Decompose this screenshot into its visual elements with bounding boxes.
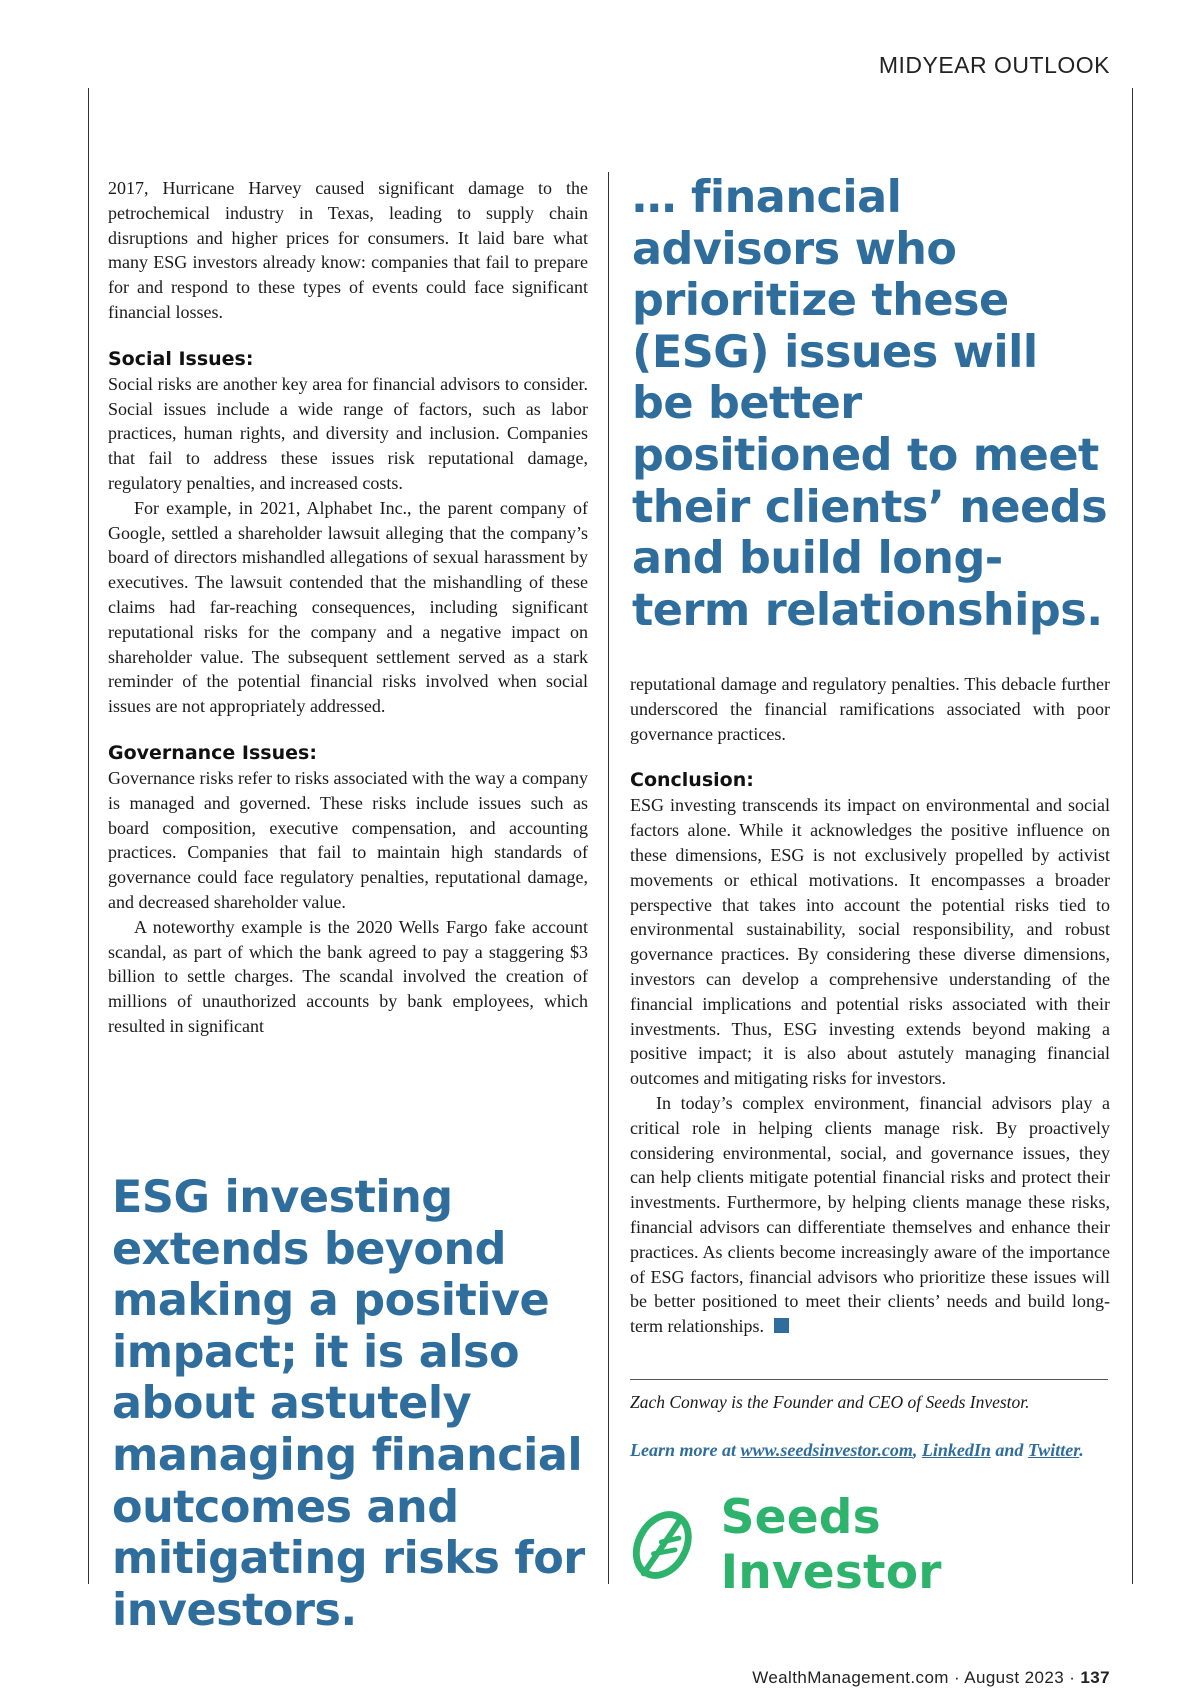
learn-more-sep: , xyxy=(912,1440,922,1460)
conclusion-text: In today’s complex environment, financial advisors play a critical role in helping clients manage risk. By proactively considering environmental, social, and governance issues, they can help clients mitigate potential financial risks and protect their investments. Furthermore, by helping clients manage these risks, financial advisors can differentiate themselves and enhance their practices. As clients become increasingly aware of the importance of ESG factors, financial advisors who prioritize these issues will be better positioned to meet their clients’ needs and build long-term relationships. xyxy=(630,1092,1110,1337)
right-divider xyxy=(1132,88,1133,1584)
learn-more-prefix: Learn more at xyxy=(630,1440,741,1460)
seeds-investor-logo xyxy=(630,1490,1110,1600)
footer-sep: · xyxy=(948,1668,965,1687)
section-header: MIDYEAR OUTLOOK xyxy=(878,52,1110,78)
linkedin-link[interactable]: LinkedIn xyxy=(921,1440,991,1460)
end-mark-icon xyxy=(774,1318,789,1333)
website-link[interactable]: www.seedsinvestor.com xyxy=(740,1440,913,1460)
learn-more-sep: and xyxy=(990,1440,1028,1460)
footer-site: WealthManagement.com xyxy=(752,1668,949,1687)
body-paragraph: Social risks are another key area for financial advisors to consider. Social issues include a wide range of factors, such as labor practices, human rights, and diversity and inclusion. Companies that fail to address these issues risk reputational damage, regulatory penalties, and increased costs. xyxy=(108,373,588,493)
right-column xyxy=(630,672,1110,1339)
center-divider xyxy=(608,172,609,1584)
footer-sep: · xyxy=(1064,1668,1081,1687)
body-paragraph: For example, in 2021, Alphabet Inc., the parent company of Google, settled a shareholder lawsuit alleging that the company’s board of directors mishandled allegations of sexual harassment by executives. The lawsuit contended that the mishandling of these claims had far-reaching consequences, including significant reputational risks for the company and a negative impact on shareholder value. The subsequent settlement served as a stark reminder of the potential financial risks involved when social issues are not appropriately addressed. xyxy=(108,497,588,717)
page-number: 137 xyxy=(1080,1668,1110,1687)
body-paragraph: reputational damage and regulatory penalties. This debacle further underscored the financial ramifications associated with poor governance practices. xyxy=(630,674,1110,744)
governance-issues-heading: Governance Issues: xyxy=(108,741,317,764)
twitter-link[interactable]: Twitter xyxy=(1027,1440,1080,1460)
leaf-icon xyxy=(630,1506,695,1584)
pull-quote-top: … financial advisors who prioritize these (ESG) issues will be better positioned to meet their clients’ needs and build long-term relationships. xyxy=(632,172,1108,636)
social-issues-heading: Social Issues: xyxy=(108,347,254,370)
footer-date: August 2023 xyxy=(964,1668,1065,1687)
body-paragraph: A noteworthy example is the 2020 Wells Fargo fake account scandal, as part of which the bank agreed to pay a staggering $3 billion to settle charges. The scandal involved the creation of millions of unauthorized accounts by bank employees, which resulted in significant xyxy=(108,916,588,1036)
divider-line xyxy=(630,1379,1108,1380)
logo-text: Seeds Investor xyxy=(720,1490,942,1600)
body-paragraph: ESG investing transcends its impact on environmental and social factors alone. While it acknowledges the positive influence on these dimensions, ESG is not exclusively propelled by activist movements or ethical motivations. It encompasses a broader perspective that takes into account the potential risks tied to environmental sustainability, social responsibility, and robust governance practices. By considering these diverse dimensions, investors can develop a comprehensive understanding of the financial implications and potential risks associated with their investments. Thus, ESG investing extends beyond making a positive impact; it is also about astutely managing financial outcomes and mitigating risks for investors. xyxy=(630,795,1110,1089)
learn-more-suffix: . xyxy=(1079,1440,1084,1460)
pull-quote-bottom: ESG investing extends beyond making a positive impact; it is also about astutely managing financial outcomes and mitigating risks for investors. xyxy=(112,1172,585,1636)
conclusion-heading: Conclusion: xyxy=(630,769,754,792)
left-column xyxy=(108,176,588,1039)
body-paragraph: Governance risks refer to risks associated with the way a company is managed and governed. These risks include issues such as board composition, executive compensation, and accounting practices. Companies that fail to maintain high standards of governance could face regulatory penalties, reputational damage, and decreased shareholder value. xyxy=(108,767,588,912)
author-bio: Zach Conway is the Founder and CEO of Seeds Investor. xyxy=(630,1392,1030,1412)
body-paragraph: 2017, Hurricane Harvey caused significant damage to the petrochemical industry in Texas, leading to supply chain disruptions and higher prices for consumers. It laid bare what many ESG investors already know: companies that fail to prepare for and respond to these types of events could face significant financial losses. xyxy=(108,178,588,322)
body-paragraph xyxy=(630,1091,1110,1339)
learn-more xyxy=(630,1440,1110,1461)
left-divider xyxy=(88,88,89,1584)
page-footer xyxy=(752,1668,1110,1688)
